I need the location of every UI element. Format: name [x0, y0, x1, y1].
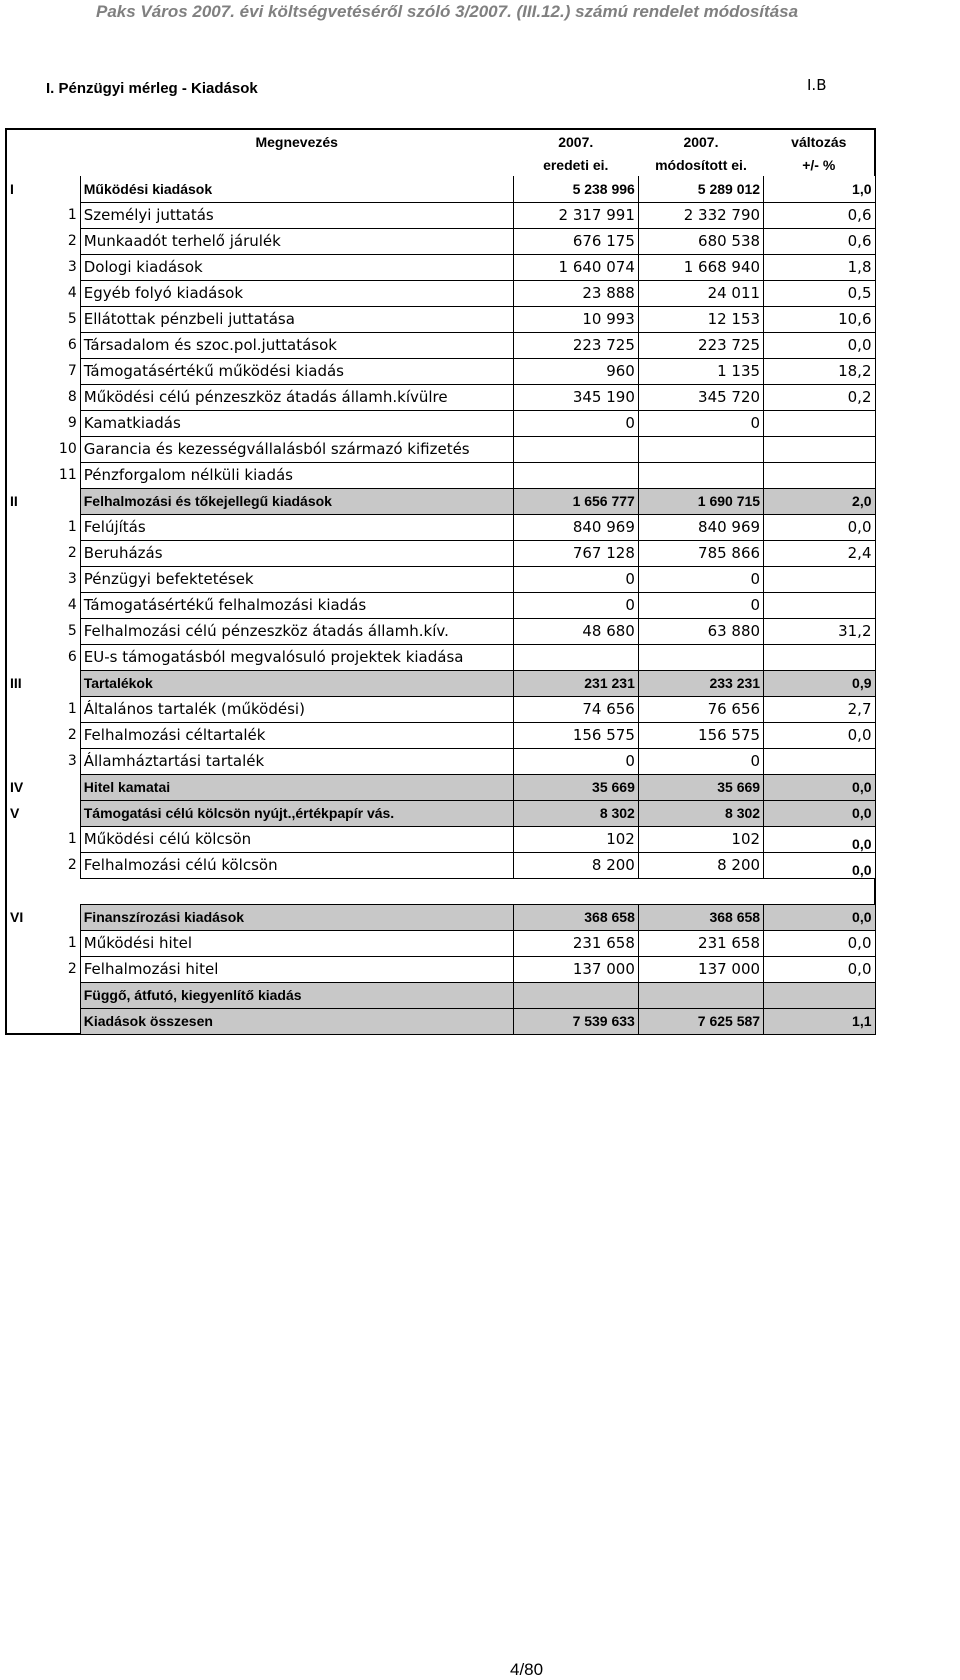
- section-number: [6, 592, 53, 618]
- item-number: 2: [67, 233, 77, 249]
- section-number: [6, 306, 53, 332]
- section-number: [6, 384, 53, 410]
- table-row: [6, 696, 875, 722]
- change-value: 0,0: [764, 930, 875, 956]
- item-number: [53, 800, 81, 826]
- change-value: 0,0: [764, 826, 875, 852]
- original-value: [513, 462, 638, 488]
- table-row: [6, 982, 875, 1008]
- row-label: Kiadások összesen: [80, 1008, 513, 1034]
- table-row: [6, 280, 875, 306]
- change-value: 0,0: [764, 904, 875, 930]
- original-value: 102: [513, 826, 638, 852]
- row-label: Felhalmozási és tőkejellegű kiadások: [80, 488, 513, 514]
- header-change: változás: [764, 129, 875, 154]
- change-value: [764, 462, 875, 488]
- section-number: [6, 748, 53, 774]
- original-value: 156 575: [513, 722, 638, 748]
- original-value: [513, 436, 638, 462]
- original-value: 0: [513, 410, 638, 436]
- section-number: [6, 202, 53, 228]
- original-value: 345 190: [513, 384, 638, 410]
- table-row: [6, 176, 875, 202]
- item-number: [53, 488, 81, 514]
- item-number: 4: [67, 285, 77, 301]
- table-row: [6, 878, 875, 904]
- item-number: [53, 982, 81, 1008]
- row-label: Felhalmozási célú pénzeszköz átadás államh.kív.: [80, 618, 513, 644]
- item-number: 2: [67, 545, 77, 561]
- original-value: 23 888: [513, 280, 638, 306]
- change-value: 10,6: [764, 306, 875, 332]
- change-value: 0,6: [764, 228, 875, 254]
- change-value: 1,8: [764, 254, 875, 280]
- item-number: [53, 878, 81, 904]
- original-value: 223 725: [513, 332, 638, 358]
- modified-value: 233 231: [638, 670, 763, 696]
- change-value: 1,1: [764, 1008, 875, 1034]
- original-value: 0: [513, 592, 638, 618]
- change-value: [764, 748, 875, 774]
- table-row: [6, 332, 875, 358]
- row-label: [80, 878, 513, 904]
- table-row: [6, 202, 875, 228]
- modified-value: 5 289 012: [638, 176, 763, 202]
- item-number: [53, 774, 81, 800]
- change-value: 0,5: [764, 280, 875, 306]
- section-number: [6, 462, 53, 488]
- original-value: 2 317 991: [513, 202, 638, 228]
- row-label: Felhalmozási célú kölcsön: [80, 852, 513, 878]
- original-value: 960: [513, 358, 638, 384]
- table-row: [6, 358, 875, 384]
- original-value: 231 658: [513, 930, 638, 956]
- change-value: 2,4: [764, 540, 875, 566]
- original-value: 8 200: [513, 852, 638, 878]
- change-value: 1,0: [764, 176, 875, 202]
- modified-value: 0: [638, 566, 763, 592]
- change-value: 18,2: [764, 358, 875, 384]
- item-number: 6: [67, 649, 77, 665]
- table-row: [6, 514, 875, 540]
- modified-value: 368 658: [638, 904, 763, 930]
- original-value: [513, 644, 638, 670]
- row-label: Általános tartalék (működési): [80, 696, 513, 722]
- modified-value: [638, 878, 763, 904]
- header-original: eredeti ei.: [543, 157, 609, 173]
- section-number: [6, 878, 53, 904]
- change-value: [764, 982, 875, 1008]
- modified-value: 137 000: [638, 956, 763, 982]
- original-value: [513, 878, 638, 904]
- section-number: [6, 254, 53, 280]
- section-number: I: [6, 176, 53, 202]
- modified-value: 0: [638, 748, 763, 774]
- section-number: [6, 982, 53, 1008]
- section-number: [6, 280, 53, 306]
- modified-value: 680 538: [638, 228, 763, 254]
- row-label: Pénzügyi befektetések: [80, 566, 513, 592]
- item-number: 4: [67, 597, 77, 613]
- section-number: [6, 228, 53, 254]
- section-number: [6, 332, 53, 358]
- modified-value: 102: [638, 826, 763, 852]
- row-label: Kamatkiadás: [80, 410, 513, 436]
- table-header-row-1: [6, 129, 875, 154]
- table-row: [6, 722, 875, 748]
- original-value: 840 969: [513, 514, 638, 540]
- modified-value: 0: [638, 592, 763, 618]
- modified-value: 231 658: [638, 930, 763, 956]
- table-row: [6, 254, 875, 280]
- change-value: 2,7: [764, 696, 875, 722]
- header-change-percent: +/- %: [764, 154, 875, 176]
- row-label: Támogatásértékű működési kiadás: [80, 358, 513, 384]
- original-value: 5 238 996: [513, 176, 638, 202]
- modified-value: [638, 462, 763, 488]
- original-value: 767 128: [513, 540, 638, 566]
- row-label: Támogatási célú kölcsön nyújt.,értékpapír vás.: [80, 800, 513, 826]
- modified-value: 24 011: [638, 280, 763, 306]
- original-value: 137 000: [513, 956, 638, 982]
- row-label: Működési kiadások: [80, 176, 513, 202]
- row-label: Felhalmozási céltartalék: [80, 722, 513, 748]
- section-number: II: [6, 488, 53, 514]
- row-label: Felhalmozási hitel: [80, 956, 513, 982]
- header-original-year: 2007.: [513, 129, 638, 154]
- page-number: 4/80: [510, 1660, 544, 1679]
- change-value: 2,0: [764, 488, 875, 514]
- row-label: Személyi juttatás: [80, 202, 513, 228]
- row-label: Garancia és kezességvállalásból származó kifizetés: [80, 436, 513, 462]
- modified-value: 345 720: [638, 384, 763, 410]
- table-row: [6, 384, 875, 410]
- table-row: [6, 956, 875, 982]
- item-number: 1: [67, 935, 77, 951]
- modified-value: 63 880: [638, 618, 763, 644]
- row-label: Ellátottak pénzbeli juttatása: [80, 306, 513, 332]
- modified-value: 0: [638, 410, 763, 436]
- section-number: V: [6, 800, 53, 826]
- change-value: 0,0: [764, 852, 875, 878]
- item-number: [53, 1008, 81, 1034]
- original-value: 0: [513, 566, 638, 592]
- item-number: 1: [67, 207, 77, 223]
- table-row: [6, 592, 875, 618]
- change-value: 0,0: [764, 514, 875, 540]
- modified-value: [638, 982, 763, 1008]
- item-number: 2: [67, 961, 77, 977]
- section-number: [6, 618, 53, 644]
- modified-value: 223 725: [638, 332, 763, 358]
- section-number: [6, 358, 53, 384]
- section-number: [6, 514, 53, 540]
- item-number: 1: [67, 701, 77, 717]
- item-number: [53, 670, 81, 696]
- section-number: [6, 930, 53, 956]
- table-row: [6, 228, 875, 254]
- header-modified: módosított ei.: [655, 157, 747, 173]
- table-row: [6, 540, 875, 566]
- modified-value: 8 302: [638, 800, 763, 826]
- original-value: 74 656: [513, 696, 638, 722]
- item-number: 11: [58, 467, 77, 483]
- row-label: Működési célú pénzeszköz átadás államh.kívülre: [80, 384, 513, 410]
- modified-value: 1 135: [638, 358, 763, 384]
- table-row: [6, 670, 875, 696]
- section-code: I.B: [807, 76, 827, 94]
- section-number: [6, 696, 53, 722]
- section-number: [6, 722, 53, 748]
- modified-value: 8 200: [638, 852, 763, 878]
- change-value: 0,0: [764, 956, 875, 982]
- table-row: [6, 1008, 875, 1034]
- table-row: [6, 644, 875, 670]
- original-value: 8 302: [513, 800, 638, 826]
- row-label: Egyéb folyó kiadások: [80, 280, 513, 306]
- section-number: [6, 644, 53, 670]
- row-label: Finanszírozási kiadások: [80, 904, 513, 930]
- table-row: [6, 930, 875, 956]
- modified-value: 12 153: [638, 306, 763, 332]
- original-value: 0: [513, 748, 638, 774]
- original-value: 48 680: [513, 618, 638, 644]
- row-label: Államháztartási tartalék: [80, 748, 513, 774]
- table-row: [6, 774, 875, 800]
- modified-value: 7 625 587: [638, 1008, 763, 1034]
- item-number: 2: [67, 857, 77, 873]
- section-number: [6, 566, 53, 592]
- table-row: [6, 566, 875, 592]
- row-label: Pénzforgalom nélküli kiadás: [80, 462, 513, 488]
- section-title: I. Pénzügyi mérleg - Kiadások: [46, 80, 258, 97]
- change-value: 0,0: [764, 774, 875, 800]
- original-value: 7 539 633: [513, 1008, 638, 1034]
- item-number: [53, 176, 81, 202]
- modified-value: [638, 644, 763, 670]
- row-label: Felújítás: [80, 514, 513, 540]
- original-value: 676 175: [513, 228, 638, 254]
- section-number: [6, 436, 53, 462]
- section-number: [6, 410, 53, 436]
- modified-value: 35 669: [638, 774, 763, 800]
- change-value: 0,0: [764, 332, 875, 358]
- header-modified-year: 2007.: [638, 129, 763, 154]
- table-row: [6, 618, 875, 644]
- change-value: [764, 566, 875, 592]
- table-header-row-2: [6, 154, 875, 176]
- change-value: 31,2: [764, 618, 875, 644]
- modified-value: 76 656: [638, 696, 763, 722]
- change-value: 0,0: [764, 722, 875, 748]
- page-title: Paks Város 2007. évi költségvetéséről szóló 3/2007. (III.12.) számú rendelet módosítása: [96, 2, 799, 21]
- original-value: 35 669: [513, 774, 638, 800]
- modified-value: 1 668 940: [638, 254, 763, 280]
- section-number: [6, 540, 53, 566]
- modified-value: 156 575: [638, 722, 763, 748]
- table-row: [6, 436, 875, 462]
- row-label: Társadalom és szoc.pol.juttatások: [80, 332, 513, 358]
- change-value: 0,6: [764, 202, 875, 228]
- original-value: 1 640 074: [513, 254, 638, 280]
- row-label: Munkaadót terhelő járulék: [80, 228, 513, 254]
- item-number: 9: [67, 415, 77, 431]
- section-number: [6, 1008, 53, 1034]
- change-value: [764, 644, 875, 670]
- item-number: 5: [67, 623, 77, 639]
- change-value: 0,2: [764, 384, 875, 410]
- modified-value: 785 866: [638, 540, 763, 566]
- change-value: [764, 436, 875, 462]
- section-number: VI: [6, 904, 53, 930]
- expenditure-table: [5, 128, 876, 1035]
- original-value: [513, 982, 638, 1008]
- row-label: Tartalékok: [80, 670, 513, 696]
- row-label: EU-s támogatásból megvalósuló projektek kiadása: [80, 644, 513, 670]
- table-row: [6, 852, 875, 878]
- table-row: [6, 410, 875, 436]
- table-row: [6, 488, 875, 514]
- item-number: 1: [67, 831, 77, 847]
- item-number: 6: [67, 337, 77, 353]
- item-number: 3: [67, 259, 77, 275]
- change-value: 0,9: [764, 670, 875, 696]
- header-name: Megnevezés: [80, 129, 513, 154]
- original-value: 368 658: [513, 904, 638, 930]
- change-value: [764, 878, 875, 904]
- item-number: [53, 904, 81, 930]
- table-row: [6, 800, 875, 826]
- change-value: [764, 592, 875, 618]
- change-value: 0,0: [764, 800, 875, 826]
- item-number: 7: [67, 363, 77, 379]
- original-value: 10 993: [513, 306, 638, 332]
- original-value: 231 231: [513, 670, 638, 696]
- item-number: 2: [67, 727, 77, 743]
- item-number: 1: [67, 519, 77, 535]
- item-number: 10: [58, 441, 77, 457]
- item-number: 3: [67, 753, 77, 769]
- table-row: [6, 306, 875, 332]
- original-value: 1 656 777: [513, 488, 638, 514]
- section-number: IV: [6, 774, 53, 800]
- table-row: [6, 904, 875, 930]
- row-label: Működési hitel: [80, 930, 513, 956]
- table-row: [6, 826, 875, 852]
- modified-value: 840 969: [638, 514, 763, 540]
- item-number: 5: [67, 311, 77, 327]
- modified-value: 1 690 715: [638, 488, 763, 514]
- table-row: [6, 462, 875, 488]
- row-label: Beruházás: [80, 540, 513, 566]
- row-label: Működési célú kölcsön: [80, 826, 513, 852]
- row-label: Támogatásértékű felhalmozási kiadás: [80, 592, 513, 618]
- modified-value: [638, 436, 763, 462]
- item-number: 3: [67, 571, 77, 587]
- row-label: Dologi kiadások: [80, 254, 513, 280]
- table-row: [6, 748, 875, 774]
- section-number: [6, 852, 53, 878]
- modified-value: 2 332 790: [638, 202, 763, 228]
- section-number: [6, 956, 53, 982]
- row-label: Hitel kamatai: [80, 774, 513, 800]
- item-number: 8: [67, 389, 77, 405]
- section-number: III: [6, 670, 53, 696]
- change-value: [764, 410, 875, 436]
- row-label: Függő, átfutó, kiegyenlítő kiadás: [80, 982, 513, 1008]
- section-number: [6, 826, 53, 852]
